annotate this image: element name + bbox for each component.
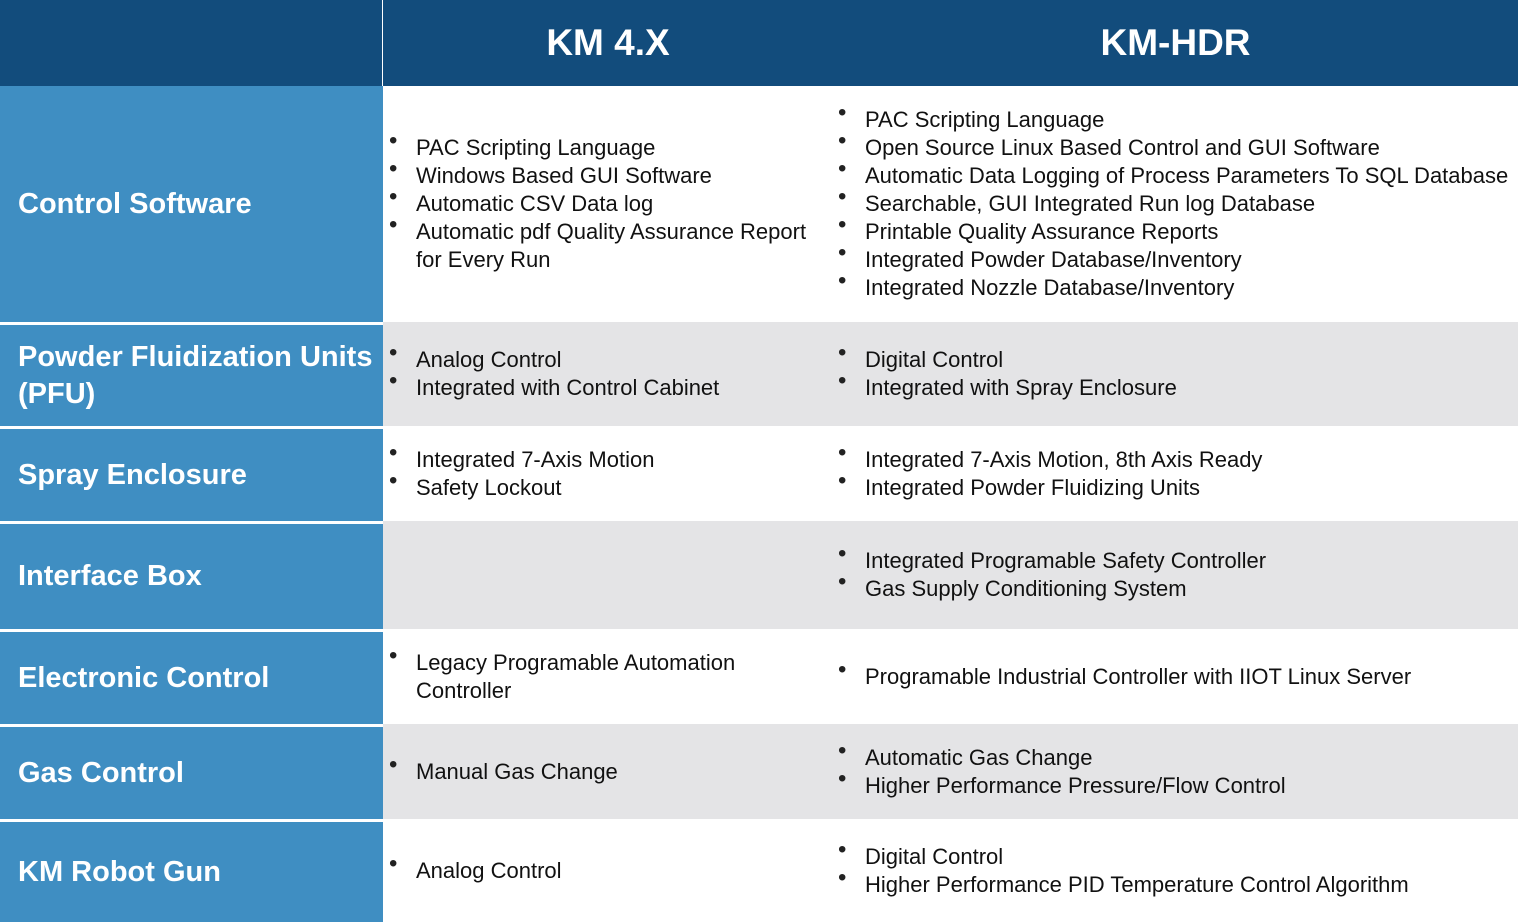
feature-item: • Searchable, GUI Integrated Run log Database (838, 190, 1508, 218)
feature-item: • Programable Industrial Controller with IIOT Linux Server (838, 663, 1411, 691)
row-label: Gas Control (0, 724, 383, 819)
feature-item: • Legacy Programable Automation Controller (389, 649, 833, 705)
cell-km4 (383, 521, 833, 629)
cell-kmhdr (833, 521, 1518, 629)
feature-item: • Integrated with Control Cabinet (389, 374, 719, 402)
cell-kmhdr (833, 819, 1518, 922)
feature-item: • Integrated Programable Safety Controller (838, 547, 1266, 575)
feature-item: • Integrated Powder Fluidizing Units (838, 474, 1262, 502)
feature-item: • Analog Control (389, 346, 719, 374)
cell-kmhdr (833, 426, 1518, 521)
cell-kmhdr (833, 322, 1518, 426)
feature-item: • Automatic Data Logging of Process Parameters To SQL Database (838, 162, 1508, 190)
feature-list (389, 857, 562, 885)
table-row (0, 86, 1518, 322)
feature-list (838, 547, 1266, 603)
table-header (0, 0, 1518, 86)
feature-item: • Automatic Gas Change (838, 744, 1286, 772)
row-label: Powder Fluidization Units (PFU) (0, 322, 383, 426)
feature-item: • Windows Based GUI Software (389, 162, 833, 190)
feature-item: • Analog Control (389, 857, 562, 885)
table-row (0, 629, 1518, 724)
feature-list (838, 843, 1409, 899)
table-row (0, 819, 1518, 922)
table-row (0, 521, 1518, 629)
cell-km4 (383, 322, 833, 426)
feature-list (389, 346, 719, 402)
row-label: Electronic Control (0, 629, 383, 724)
row-label: KM Robot Gun (0, 819, 383, 922)
feature-item: • Integrated Powder Database/Inventory (838, 246, 1508, 274)
feature-list (838, 106, 1508, 302)
feature-item: • Safety Lockout (389, 474, 654, 502)
row-label: Control Software (0, 86, 383, 322)
feature-item: • PAC Scripting Language (389, 134, 833, 162)
feature-list (838, 663, 1411, 691)
feature-item: • Automatic pdf Quality Assurance Report for Every Run (389, 218, 833, 274)
feature-item: • Open Source Linux Based Control and GUI Software (838, 134, 1508, 162)
column-header-km4: KM 4.X (546, 22, 670, 63)
cell-kmhdr (833, 724, 1518, 819)
feature-item: • PAC Scripting Language (838, 106, 1508, 134)
cell-km4 (383, 629, 833, 724)
feature-item: • Printable Quality Assurance Reports (838, 218, 1508, 246)
feature-item: • Integrated 7-Axis Motion, 8th Axis Ready (838, 446, 1262, 474)
feature-item: • Gas Supply Conditioning System (838, 575, 1266, 603)
feature-item: • Digital Control (838, 346, 1177, 374)
feature-item: • Integrated Nozzle Database/Inventory (838, 274, 1508, 302)
cell-km4 (383, 86, 833, 322)
feature-item: • Higher Performance Pressure/Flow Control (838, 772, 1286, 800)
feature-item: • Automatic CSV Data log (389, 190, 833, 218)
feature-item: • Integrated with Spray Enclosure (838, 374, 1177, 402)
feature-item: • Digital Control (838, 843, 1409, 871)
feature-list (838, 446, 1262, 502)
feature-list (838, 346, 1177, 402)
cell-km4 (383, 426, 833, 521)
feature-item: • Higher Performance PID Temperature Control Algorithm (838, 871, 1409, 899)
cell-kmhdr (833, 86, 1518, 322)
feature-item: • Integrated 7-Axis Motion (389, 446, 654, 474)
feature-list (389, 649, 833, 705)
table-row (0, 322, 1518, 426)
header-corner (0, 0, 383, 86)
row-label: Spray Enclosure (0, 426, 383, 521)
cell-kmhdr (833, 629, 1518, 724)
cell-km4 (383, 724, 833, 819)
column-header-kmhdr: KM-HDR (1100, 22, 1251, 63)
row-label: Interface Box (0, 521, 383, 629)
feature-list (389, 758, 618, 786)
cell-km4 (383, 819, 833, 922)
feature-list (838, 744, 1286, 800)
feature-list (389, 446, 654, 502)
feature-list (389, 134, 833, 274)
table-row (0, 426, 1518, 521)
table-row (0, 724, 1518, 819)
feature-item: • Manual Gas Change (389, 758, 618, 786)
